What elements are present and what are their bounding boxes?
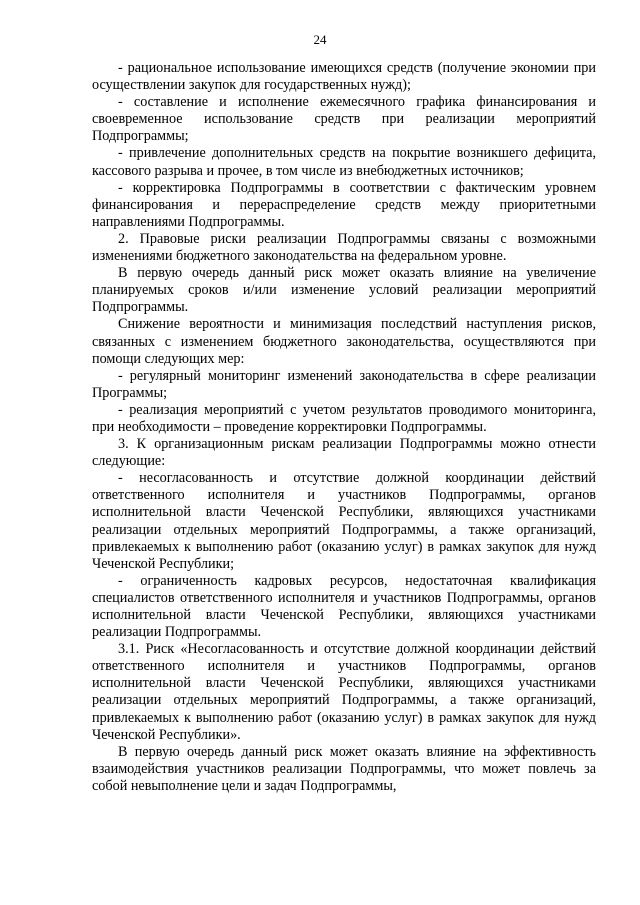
- paragraph: В первую очередь данный риск может оказать влияние на увеличение планируемых сроков и/или изменение условий реализации мероприятий Подпрограммы.: [92, 265, 596, 316]
- paragraph: - несогласованность и отсутствие должной координации действий ответственного исполнителя и участников Подпрограммы, органов исполнительной власти Чеченской Республики, являющихся участниками реализации отдельных мероприятий Подпрограммы, а также организаций, привлекаемых к выполнению работ (оказанию услуг) в рамках закупок для нужд Чеченской Республики;: [92, 470, 596, 572]
- paragraph: - рациональное использование имеющихся средств (получение экономии при осуществлении закупок для государственных нужд);: [92, 60, 596, 94]
- paragraph: 3.1. Риск «Несогласованность и отсутствие должной координации действий ответственного исполнителя и участников Подпрограммы, органов исполнительной власти Чеченской Республики, являющихся участниками реализации отдельных мероприятий Подпрограммы, а также организаций, привлекаемых к выполнению работ (оказанию услуг) в рамках закупок для нужд Чеченской Республики».: [92, 641, 596, 743]
- paragraph: - составление и исполнение ежемесячного графика финансирования и своевременное использование средств при реализации мероприятий Подпрограммы;: [92, 94, 596, 145]
- paragraph: - реализация мероприятий с учетом результатов проводимого мониторинга, при необходимости – проведение корректировки Подпрограммы.: [92, 401, 596, 435]
- paragraph: 2. Правовые риски реализации Подпрограммы связаны с возможными изменениями бюджетного законодательства на федеральном уровне.: [92, 230, 596, 265]
- paragraph: - корректировка Подпрограммы в соответствии с фактическим уровнем финансирования и перераспределение средств между приоритетными направлениями Подпрограммы.: [92, 179, 596, 230]
- page-number: 24: [313, 32, 327, 47]
- body-text: [92, 60, 596, 795]
- paragraph: - привлечение дополнительных средств на покрытие возникшего дефицита, кассового разрыва и прочее, в том числе из внебюджетных источников;: [92, 145, 596, 179]
- paragraph: 3. К организационным рискам реализации Подпрограммы можно отнести следующие:: [92, 436, 596, 470]
- paragraph: В первую очередь данный риск может оказать влияние на эффективность взаимодействия участников реализации Подпрограммы, что может повлечь за собой невыполнение цели и задач Подпрограммы,: [92, 743, 596, 794]
- paragraph: - ограниченность кадровых ресурсов, недостаточная квалификация специалистов ответственного исполнителя и участников Подпрограммы, органов исполнительной власти Чеченской Республики, являющихся участниками реализации Подпрограммы.: [92, 572, 596, 641]
- paragraph: Снижение вероятности и минимизация последствий наступления рисков, связанных с изменением бюджетного законодательства, осуществляются при помощи следующих мер:: [92, 316, 596, 367]
- paragraph: - регулярный мониторинг изменений законодательства в сфере реализации Программы;: [92, 367, 596, 401]
